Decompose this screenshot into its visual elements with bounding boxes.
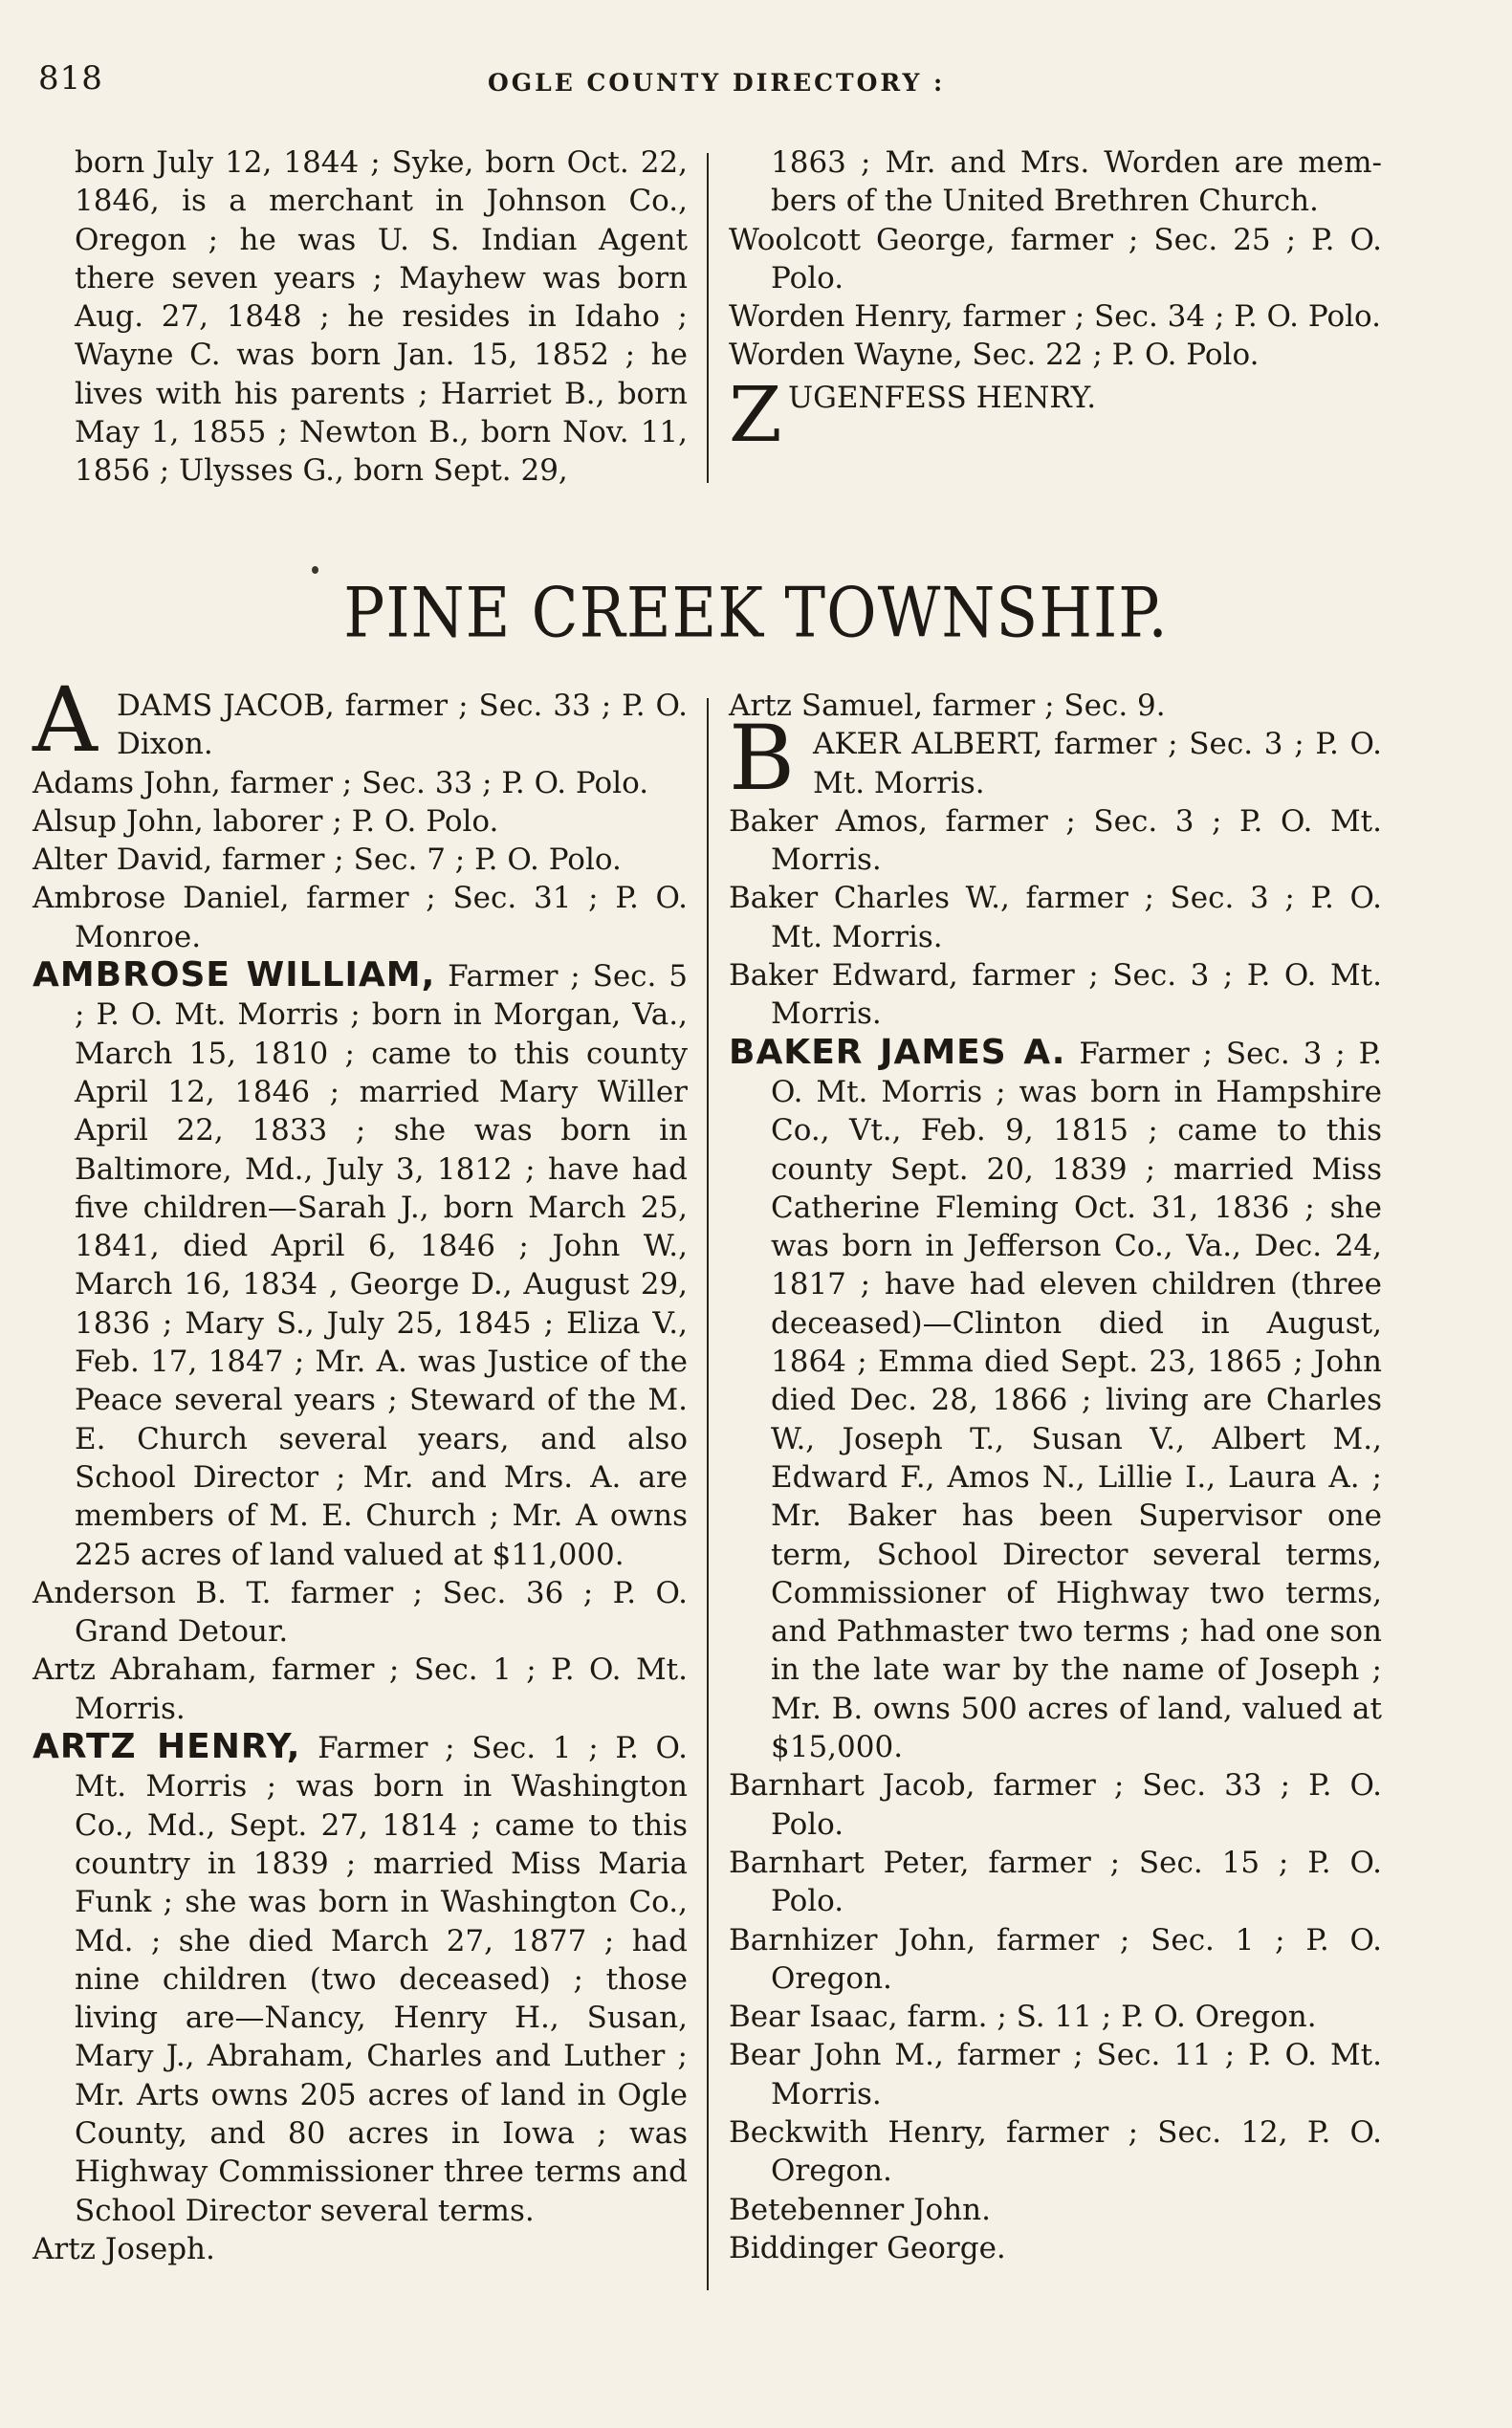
directory-entry: Barnhizer John, farmer ; Sec. 1 ; P. O. Oregon. bbox=[729, 1922, 1382, 1996]
entry-text: DAMS JACOB, farmer ; Sec. 33 ; P. O. Dixon. bbox=[117, 689, 688, 762]
directory-entry: Baker Amos, farmer ; Sec. 3 ; P. O. Mt. Morris. bbox=[729, 803, 1382, 878]
directory-entry: Worden Wayne, Sec. 22 ; P. O. Polo. bbox=[729, 338, 1260, 373]
entry-name: ARTZ HENRY, bbox=[33, 1727, 301, 1767]
directory-entry bbox=[33, 668, 688, 773]
continued-entry bbox=[729, 143, 1382, 221]
directory-entry: Artz Joseph. bbox=[33, 2231, 215, 2266]
left-column bbox=[33, 668, 689, 2268]
continued-entry bbox=[33, 143, 688, 491]
top-right-column bbox=[729, 143, 1382, 459]
entry-text: Farmer ; Sec. 1 ; P. O. Mt. Morris ; was born in Washington Co., Md., Sept. 27, 1814 ; came to this country in 1839 ; married Miss Maria Funk ; she was born in Washington Co., Md. ; she died March 27, 1877 ; had nine children (two deceased) ; those living are—Nancy, Henry H., Susan, Mary J., Abraham, Charles and Luther ; Mr. Arts owns 205 acres of land in Ogle County, and 80 acres in Iowa ; was Highway Commissioner three terms and School Director several terms. bbox=[75, 1731, 689, 2228]
text-line: Aug. 27, 1848 ; he resides in Idaho ; bbox=[75, 299, 688, 335]
top-left-column bbox=[33, 143, 688, 491]
biographical-entry bbox=[33, 1728, 688, 2230]
directory-entry: Artz Abraham, farmer ; Sec. 1 ; P. O. Mt. Morris. bbox=[33, 1652, 688, 1726]
running-head bbox=[38, 59, 1396, 107]
directory-entry: Artz Samuel, farmer ; Sec. 9. bbox=[729, 689, 1166, 723]
directory-entry: Bear John M., farmer ; Sec. 11 ; P. O. Mt. Morris. bbox=[729, 2038, 1382, 2111]
directory-entry: Biddinger George. bbox=[729, 2230, 1006, 2265]
text-line: 22, 1846, is a merchant in Johnson Co., bbox=[75, 145, 688, 219]
directory-entry bbox=[729, 369, 1382, 459]
text-line: Wayne C. was born Jan. 15, 1852 ; he bbox=[75, 338, 688, 373]
text-line: Oregon ; he was U. S. Indian Agent bbox=[75, 222, 688, 257]
directory-entry: Beckwith Henry, farmer ; Sec. 12, P. O. Oregon. bbox=[729, 2114, 1382, 2189]
right-column bbox=[729, 687, 1382, 2267]
directory-entry: Adams John, farmer ; Sec. 33 ; P. O. Polo. bbox=[33, 765, 649, 800]
entry-name: BAKER JAMES A. bbox=[729, 1032, 1066, 1072]
biographical-entry bbox=[33, 956, 688, 1574]
drop-cap: Z bbox=[729, 369, 782, 459]
page-number: 818 bbox=[38, 59, 103, 98]
column-divider bbox=[707, 153, 709, 483]
directory-entry: Baker Charles W., farmer ; Sec. 3 ; P. O. Mt. Morris. bbox=[729, 881, 1382, 954]
entry-text: AKER ALBERT, farmer ; Sec. 3 ; P. O. Mt. Morris. bbox=[813, 727, 1382, 800]
text-line: bers of the United Brethren Church. bbox=[771, 184, 1319, 219]
directory-entry: Betebenner John. bbox=[729, 2192, 991, 2227]
text-line: May 1, 1855 ; Newton B., born Nov. bbox=[75, 415, 629, 450]
text-line: there seven years ; Mayhew was born bbox=[75, 260, 688, 295]
directory-entry: Anderson B. T. farmer ; Sec. 36 ; P. O. Grand Detour. bbox=[33, 1575, 688, 1650]
directory-entry bbox=[729, 707, 1382, 812]
text-line: 11, 1856 ; Ulysses G., born Sept. 29, bbox=[75, 415, 688, 489]
biographical-entry bbox=[729, 1034, 1382, 1767]
drop-cap: B bbox=[729, 707, 796, 812]
running-title: OGLE COUNTY DIRECTORY : bbox=[488, 69, 946, 97]
column-divider bbox=[707, 698, 709, 2290]
directory-entry: Worden Henry, farmer ; Sec. 34 ; P. O. Polo. bbox=[729, 299, 1381, 335]
drop-cap: A bbox=[33, 668, 98, 773]
directory-entry: Barnhart Jacob, farmer ; Sec. 33 ; P. O. Polo. bbox=[729, 1768, 1382, 1842]
section-heading: PINE CREEK TOWNSHIP. bbox=[343, 574, 1169, 654]
directory-entry: Ambrose Daniel, farmer ; Sec. 31 ; P. O. Monroe. bbox=[33, 881, 688, 954]
entry-text: Farmer ; Sec. 5 ; P. O. Mt. Morris ; born in Morgan, Va., March 15, 1810 ; came to this county April 12, 1846 ; married Mary Willer April 22, 1833 ; she was born in Baltimore, Md., July 3, 1812 ; have had five children—Sarah J., born March 25, 1841, died April 6, 1846 ; John W., March 16, 1834 , George D., August 29, 1836 ; Mary S., July 25, 1845 ; Eliza V., Feb. 17, 1847 ; Mr. A. was Justice of the Peace several years ; Steward of the M. E. Church several years, and also School Director ; Mr. and Mrs. A. are members of M. E. Church ; Mr. A owns 225 acres of land valued at $11,000. bbox=[75, 959, 688, 1572]
text-line: 1863 ; Mr. and Mrs. Worden are mem- bbox=[771, 145, 1382, 180]
entry-text: Farmer ; Sec. 3 ; P. O. Mt. Morris ; was born in Hampshire Co., Vt., Feb. 9, 1815 ; came to this county Sept. 20, 1839 ; married Miss Catherine Fleming Oct. 31, 1836 ; she was born in Jefferson Co., Va., Dec. 24, 1817 ; have had eleven children (three deceased)—Clinton died in August, 1864 ; Emma died Sept. 23, 1865 ; John died Dec. 28, 1866 ; living are Charles W., Joseph T., Susan V., Albert M., Edward F., Amos N., Lillie I., Laura A. ; Mr. Baker has been Supervisor one term, School Director several terms, Commissioner of Highway two terms, and Pathmaster two terms ; had one son in the late war by the name of Joseph ; Mr. B. owns 500 acres of land, valued at $15,000. bbox=[771, 1036, 1382, 1765]
directory-entry: Alsup John, laborer ; P. O. Polo. bbox=[33, 803, 499, 839]
text-line: born July 12, 1844 ; Syke, born Oct. bbox=[75, 145, 629, 180]
directory-entry: Barnhart Peter, farmer ; Sec. 15 ; P. O. Polo. bbox=[729, 1845, 1382, 1919]
ink-speck bbox=[312, 566, 318, 574]
directory-entry: Woolcott George, farmer ; Sec. 25 ; P. O. Polo. bbox=[729, 222, 1382, 295]
entry-name: AMBROSE WILLIAM, bbox=[33, 955, 436, 995]
entry-text: UGENFESS HENRY. bbox=[788, 380, 1097, 415]
directory-entry: Baker Edward, farmer ; Sec. 3 ; P. O. Mt. Morris. bbox=[729, 958, 1382, 1032]
text-line: lives with his parents ; Harriet B., born bbox=[75, 376, 688, 411]
directory-entry: Alter David, farmer ; Sec. 7 ; P. O. Polo. bbox=[33, 842, 622, 878]
directory-entry: Bear Isaac, farm. ; S. 11 ; P. O. Oregon. bbox=[729, 2000, 1317, 2035]
